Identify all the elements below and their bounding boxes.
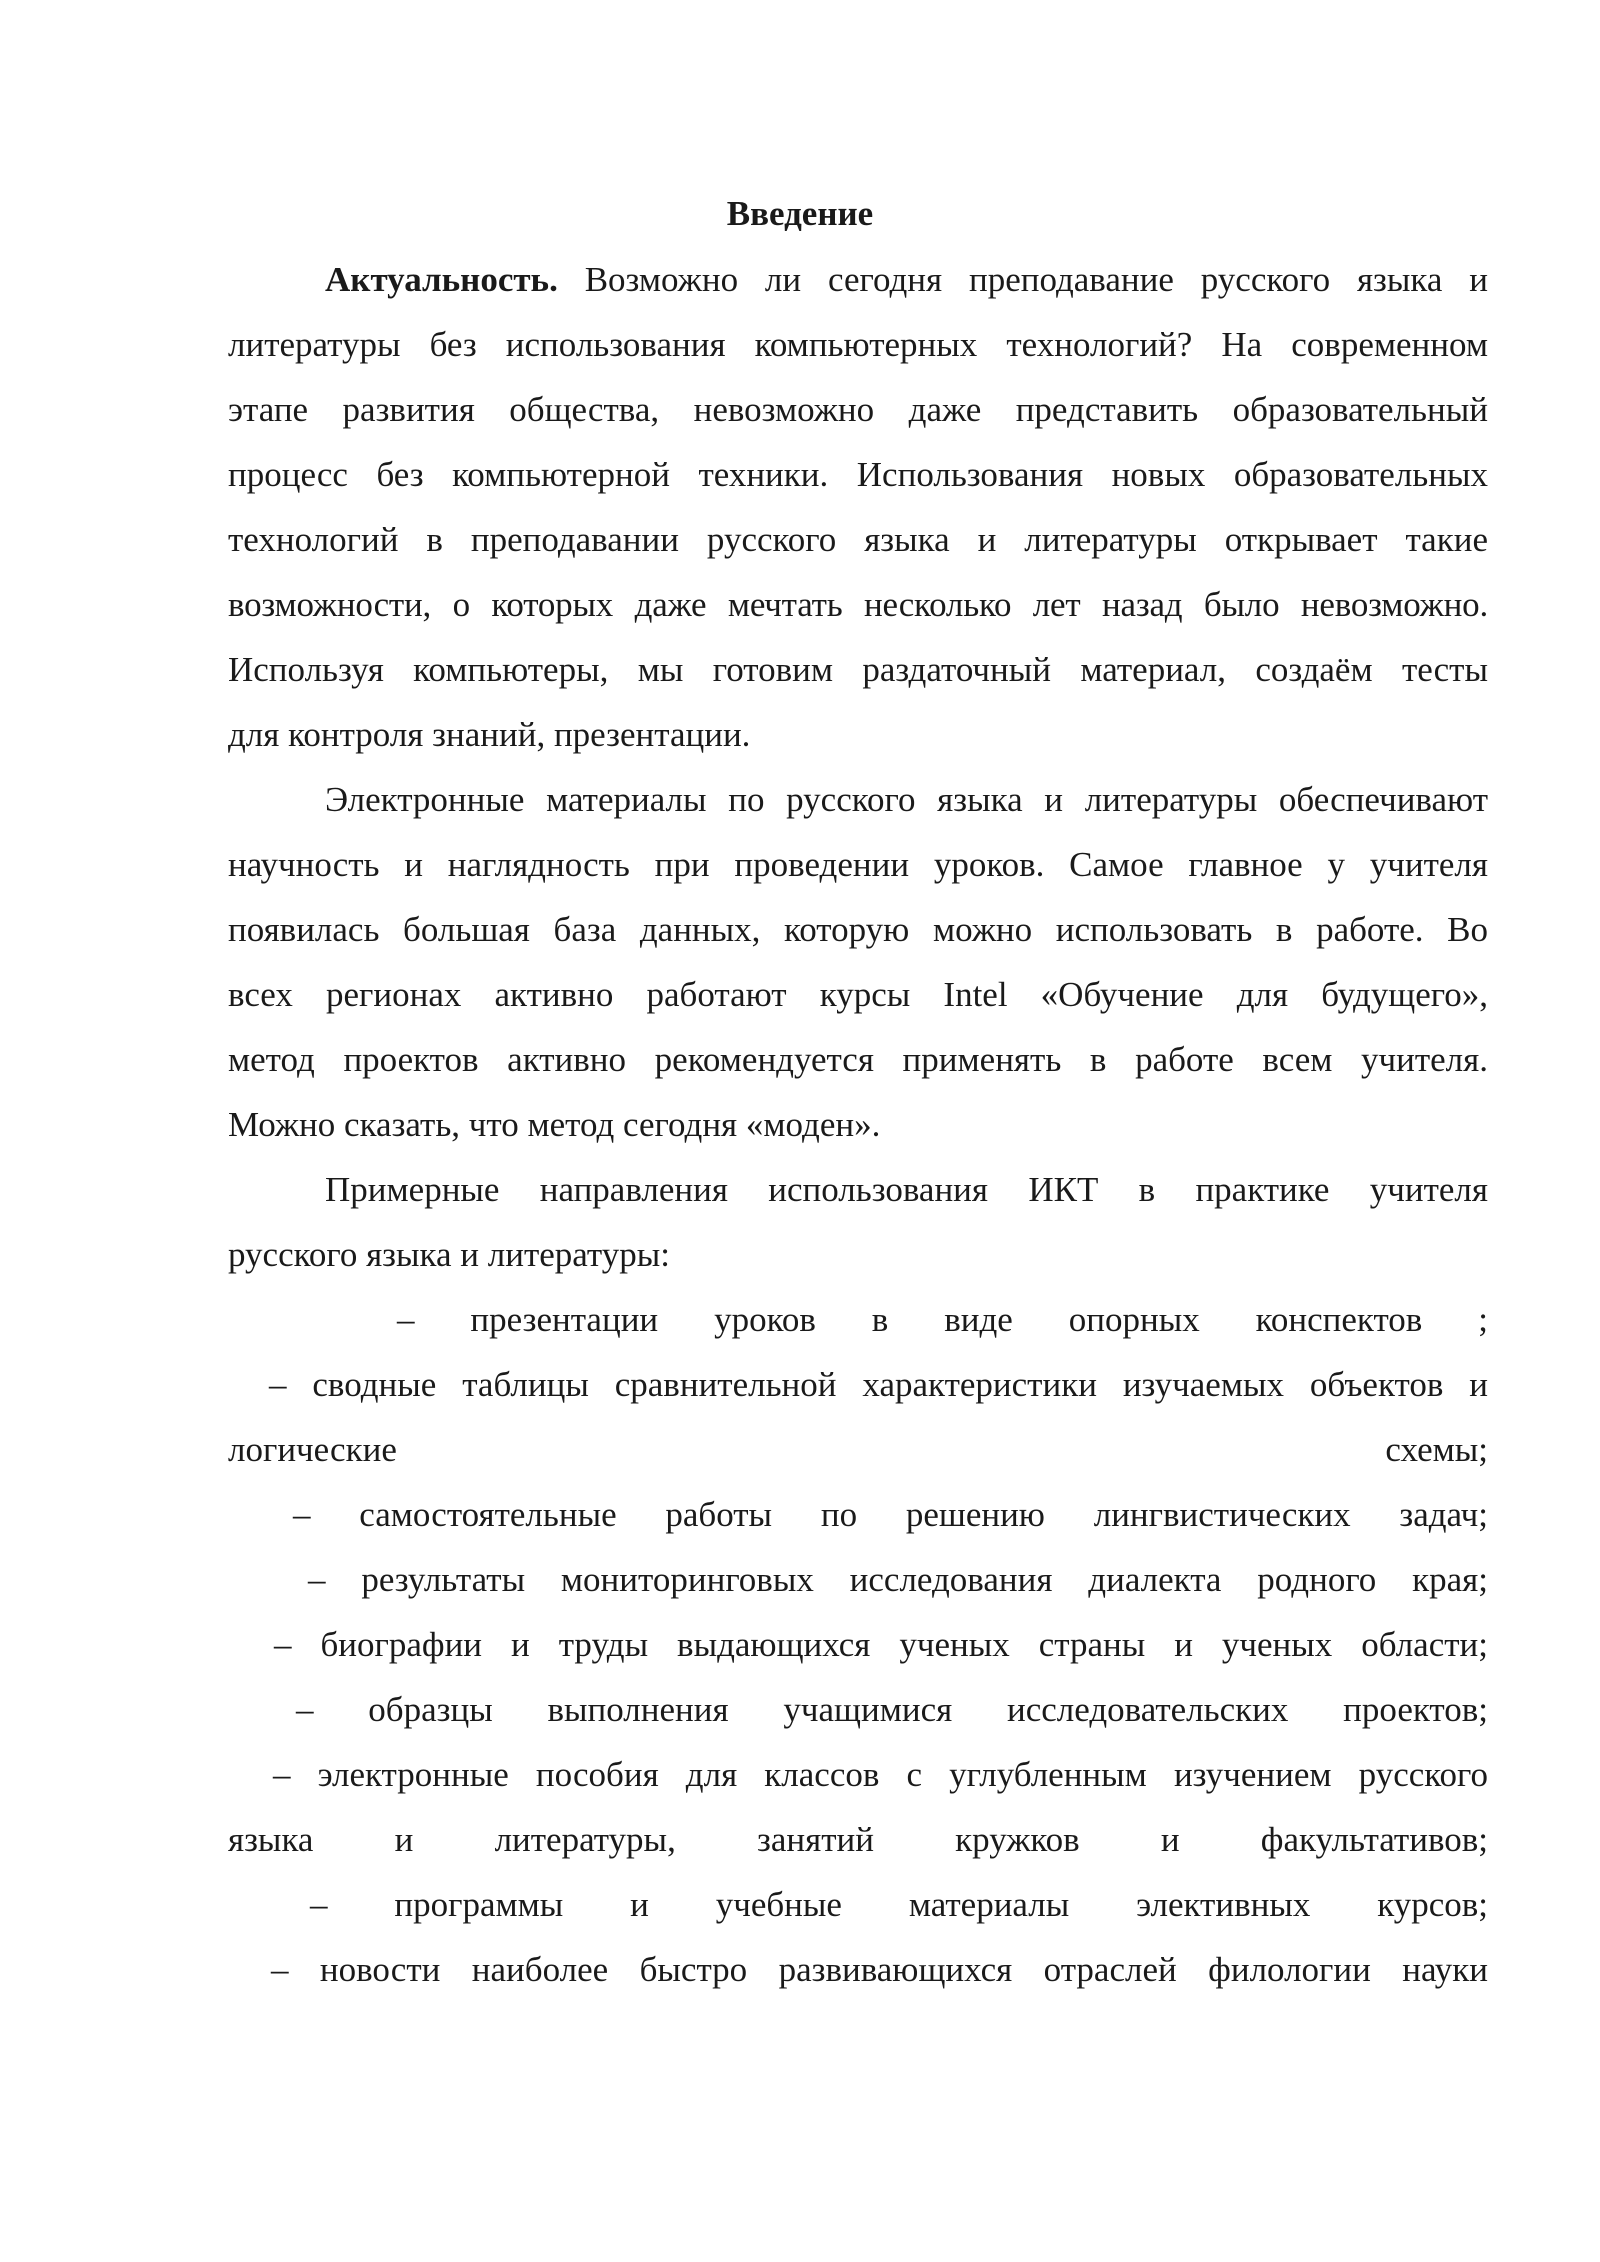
list-item: – результаты мониторинговых исследования диалекта родного края; — [308, 1560, 1488, 1599]
list-item: языка и литературы, занятий кружков и факультативов; — [228, 1820, 1488, 1859]
list-item: – электронные пособия для классов с углубленным изучением русского — [273, 1755, 1488, 1794]
paragraph-line: русского языка и литературы: — [228, 1235, 670, 1274]
paragraph-line: этапе развития общества, невозможно даже представить образовательный — [228, 390, 1488, 429]
paragraph-line: возможности, о которых даже мечтать несколько лет назад было невозможно. — [228, 585, 1488, 624]
list-item: – образцы выполнения учащимися исследовательских проектов; — [296, 1690, 1488, 1729]
page-title: Введение — [726, 194, 874, 233]
relevance-heading: Актуальность. — [325, 260, 558, 299]
paragraph-line: Используя компьютеры, мы готовим раздаточный материал, создаём тесты — [228, 650, 1488, 689]
list-item: – биографии и труды выдающихся ученых страны и ученых области; — [274, 1625, 1488, 1664]
list-item: – самостоятельные работы по решению лингвистических задач; — [293, 1495, 1488, 1534]
paragraph-line: процесс без компьютерной техники. Использования новых образовательных — [228, 455, 1488, 494]
paragraph-line — [228, 247, 1488, 312]
list-item: – презентации уроков в виде опорных конспектов ; — [397, 1300, 1488, 1339]
paragraph-line: литературы без использования компьютерных технологий? На современном — [228, 325, 1488, 364]
paragraph-line: Электронные материалы по русского языка и литературы обеспечивают — [325, 780, 1488, 819]
paragraph-line: научность и наглядность при проведении уроков. Самое главное у учителя — [228, 845, 1488, 884]
list-item: – программы и учебные материалы элективных курсов; — [310, 1885, 1488, 1924]
list-item: – сводные таблицы сравнительной характеристики изучаемых объектов и — [269, 1365, 1488, 1404]
document-body — [228, 247, 1488, 2002]
list-item: – новости наиболее быстро развивающихся отраслей филологии науки — [271, 1950, 1488, 1989]
paragraph-line: появилась большая база данных, которую можно использовать в работе. Во — [228, 910, 1488, 949]
paragraph-text: Возможно ли сегодня преподавание русского языка и — [584, 260, 1488, 299]
paragraph-line: для контроля знаний, презентации. — [228, 715, 751, 754]
paragraph-line: технологий в преподавании русского языка и литературы открывает такие — [228, 520, 1488, 559]
list-item: логические схемы; — [228, 1430, 1488, 1469]
paragraph-line: метод проектов активно рекомендуется применять в работе всем учителя. — [228, 1040, 1488, 1079]
paragraph-line: всех регионах активно работают курсы Intel «Обучение для будущего», — [228, 975, 1488, 1014]
paragraph-line: Можно сказать, что метод сегодня «моден». — [228, 1105, 881, 1144]
paragraph-line: Примерные направления использования ИКТ в практике учителя — [325, 1170, 1488, 1209]
